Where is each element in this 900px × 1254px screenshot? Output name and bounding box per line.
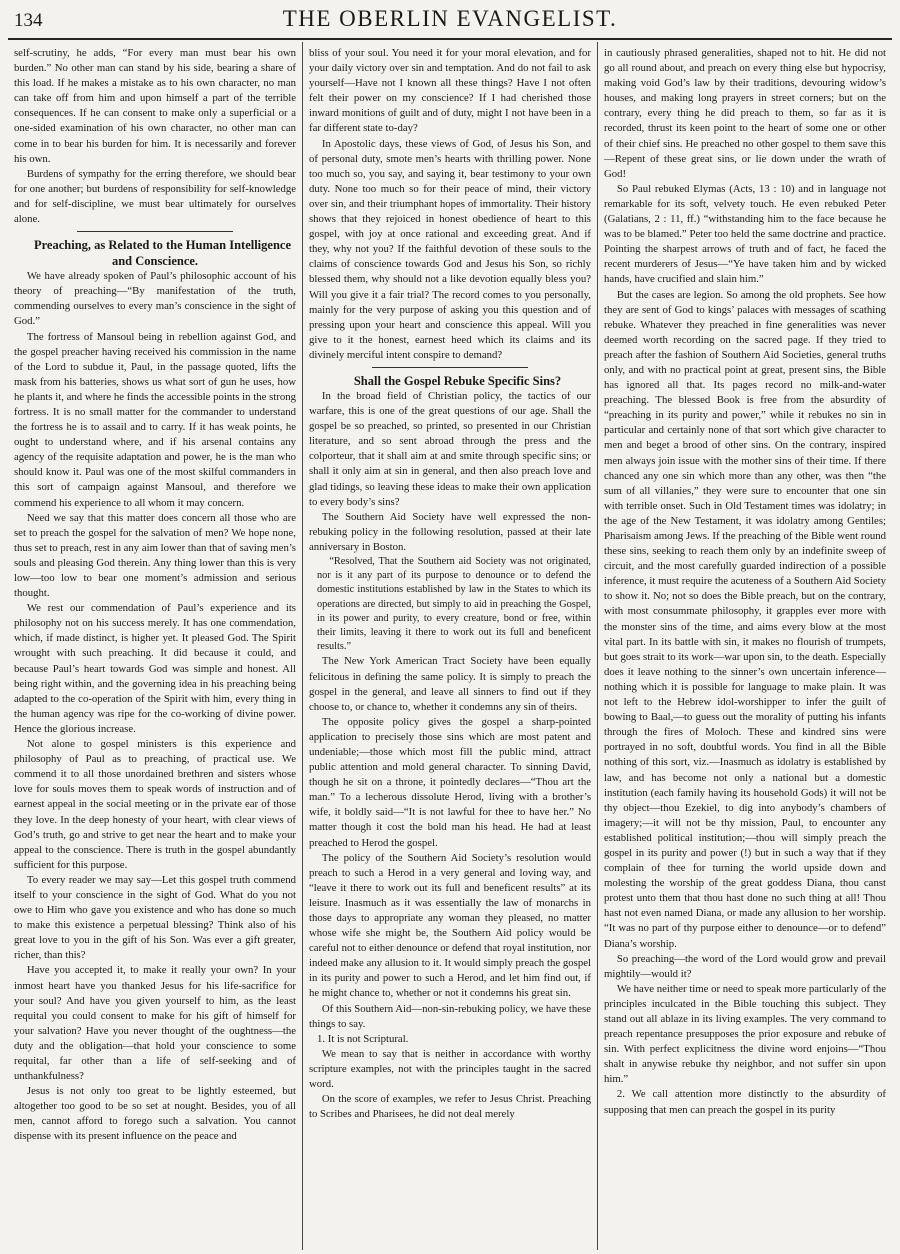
- paragraph: Have you accepted it, to make it really your own? In your inmost heart have you thanked Jesus for his life-sacrifice for your soul? And have you given yourself to him, as the least requital you could consent to make for his gift of himself for your salvation? Have you never thought of the oughtness—the duty and the obligation—that hold your conscience to some requital, far other than a life of self-seeking and of unthankfulness?: [14, 964, 296, 1083]
- header-rule: [8, 38, 892, 40]
- article-columns: [8, 42, 892, 1250]
- paragraph: The Southern Aid Society have well expressed the non-rebuking policy in the following resolution, passed at their late anniversary in Boston.: [309, 510, 591, 553]
- paragraph: self-scrutiny, he adds, “For every man must bear his own burden.” No other man can stand by his side, bearing a share of this load. If he makes a mistake as to his own character, no man can take off from him and upon himself a part of the terrible consequences. If he can consent to make only a superficial or a one-sided examination of his own character, no other man can come in to bear his burden for him. It is necessarily and forever his own.: [14, 47, 296, 165]
- paragraph: On the score of examples, we refer to Jesus Christ. Preaching to Scribes and Pharisees, he did not deal merely: [309, 1093, 591, 1121]
- paragraph: So Paul rebuked Elymas (Acts, 13 : 10) and in language not remarkable for its soft, velvety touch. He even rebuked Peter (Galatians, 2 : 11, ff.) “withstanding him to the face because he was to be blamed.” Peter too held the same doctrine and practice. Pointing the sharpest arrows of truth and of fact, he faced the recent murderers of Jesus—“Ye have taken him and by wicked hands, have crucified and slain him.”: [604, 182, 886, 286]
- paragraph: The opposite policy gives the gospel a sharp-pointed application to precisely those sins which are most patent and undeniable;—those which most fill the public mind, attract public attention and mold general character. To sinning David, though he sit on a throne, it pointedly declares—“Thou art the man.” To a lecherous dissolute Herod, living with a brother’s wife, it boldly said—“It is not lawful for thee to have her.” No matter though it cost the bold man his head. He had at least preached to Herod the gospel.: [309, 715, 591, 849]
- paragraph: To every reader we may say—Let this gospel truth commend itself to your conscience in the sight of God. What do you not owe to Him who gave you existence and who has done so much to make this existence a perpetual blessing? Think also of his great love to you in the gift of his Son. Was ever a gift greater, richer, than this?: [14, 873, 296, 962]
- column-3: [597, 42, 892, 1250]
- paragraph: So preaching—the word of the Lord would grow and prevail mightily—would it?: [604, 952, 886, 980]
- paragraph: Not alone to gospel ministers is this experience and philosophy of Paul as to preaching, of practical use. We commend it to all those unordained brethren and sisters whose love for souls moves them to speak words of instruction and of earnest appeal in the social meeting or in the private ear of those they love. In the deep honesty of your heart, with clear views of God’s truth, go and strive to get near the heart and to make your appeal to the conscience. There is truth in the gospel abundantly sufficient for this purpose.: [14, 738, 296, 871]
- numbered-point: 1. It is not Scriptural.: [317, 1032, 409, 1045]
- masthead: [14, 4, 886, 38]
- column-1: [8, 42, 302, 1250]
- paragraph: The New York American Tract Society have been equally felicitous in defining the same policy. It is simply to preach the gospel in the general, and leave all sinners to find out if they choose to, or chance to, whether it condemns any sin of theirs.: [309, 655, 591, 713]
- page-number: 134: [14, 10, 43, 31]
- article-headline: Preaching, as Related to the Human Intelligence and Conscience.: [33, 238, 292, 269]
- paragraph: bliss of your soul. You need it for your moral elevation, and for your daily victory over sin and temptation. And do not fail to ask yourself—Have not I known all these things? Have I not often felt their power on my conscience? If I had cherished those inward monitions of guilt and of duty, might I not have been in a far different state to-day?: [309, 47, 591, 135]
- paragraph: Of this Southern Aid—non-sin-rebuking policy, we have these things to say.: [309, 1002, 591, 1030]
- column-2: [302, 42, 597, 1250]
- resolution-quote: “Resolved, That the Southern aid Society was not originated, nor is it any part of its purpose to denounce or to defend the domestic institutions established by law in the States to which its operations are directed, but simply to aid in preaching the Gospel, in its power and purity, to every creature, bond or free, within their limits, leaving it there to work out its full and beneficent results.”: [317, 556, 591, 653]
- paragraph: Jesus is not only too great to be lightly esteemed, but altogether too good to be so set at nought. Besides, you of all men, cannot afford to forego such a salvation. You cannot dispense with its present influence on the peace and: [14, 1085, 296, 1143]
- paragraph: We mean to say that is neither in accordance with worthy scripture examples, not with the principles taught in the sacred word.: [309, 1047, 591, 1091]
- paragraph: in cautiously phrased generalities, shaped not to hit. He did not go all round about, and preach on every thing else but hypocrisy, making void God’s law by their traditions, devouring widow’s houses, and making long prayers in street corners; but on the contrary, every thing he did preach to them, so far as it is recorded, thrust its keen point to the heart of some one or other of their chief sins. He preached no other gospel to them save this—Repent of these great sins, or lie down under the wrath of God!: [604, 47, 886, 180]
- journal-title: THE OBERLIN EVANGELIST.: [282, 6, 618, 31]
- section-divider: [77, 231, 232, 232]
- paragraph: Need we say that this matter does concern all those who are set to preach the gospel for the salvation of men? We hope none, thus set to preach, rest in any aim lower than that of saving men’s souls and pleasing God therein. Any thing lower than this is very low—too low to bear one moment’s admission and serious thought.: [14, 511, 296, 600]
- paragraph: The policy of the Southern Aid Society’s resolution would preach to such a Herod in a very general and loving way, and “leave it there to work out its full and beneficent results” at its leisure. Inasmuch as it was essentially the law of monarchs in those days to appropriate any woman they pleased, no matter whose wife she might be, the Southern Aid policy would be careful not to either denounce or defend that royal institution, nor indeed make any allusion to it. It would simply preach the gospel in its purity and power to such a Herod, and let him find out, if he might chance to, whether or not it condemns his great sin.: [309, 851, 591, 1000]
- section-divider: [372, 367, 527, 368]
- paragraph: We have neither time or need to speak more particularly of the principles inculcated in the Bible touching this subject. They stand out all ablaze in its living examples. The very command to preach repentance presupposes the prior exposure and rebuke of sin. With perfect explicitness the divine word enjoins—“Thou shalt in anywise rebuke thy neighbor, and not suffer sin upon him.”: [604, 982, 886, 1086]
- paragraph: In Apostolic days, these views of God, of Jesus his Son, and of personal duty, smote men’s hearts with thrilling power. None too much so, you say, and saying it, bear testimony to your own duty. None too much so for their peace of mind, their victory over sin, and their triumphant hopes of immortality. Their history shows that they rejoiced in honest obedience of heart to this gospel, with joy at once rational and exceeding great. And if they, why not you? If the faithful devotion of these souls to the claims of conscience towards God and Jesus his Son, so richly blessed them, why should not a like devotion equally bless you? Will you give it a fair trial? The record comes to you personally, mainly for the very purpose of asking you this question and of pressing upon your heart and conscience this appeal. Will you give to it the honest, earnest heed which its claims and its divinely merciful intent conspire to demand?: [309, 137, 591, 361]
- paragraph: In the broad field of Christian policy, the tactics of our warfare, this is one of the great questions of our age. Shall the gospel be so preached, so printed, so presented in our Christian literature, and so sent abroad through the press and the colporteur, that it shall aim at and smite through specific sins; or shall it only aim at sin in general, and then also preach love and glad tidings, so leaving these ideas to make their own application to every body’s sins?: [309, 389, 591, 508]
- article-headline: Shall the Gospel Rebuke Specific Sins?: [353, 373, 562, 388]
- numbered-point: 2. We call attention more distinctly to the absurdity of supposing that men can preach the gospel in its purity: [604, 1088, 886, 1116]
- paragraph: The fortress of Mansoul being in rebellion against God, and the gospel preacher having received his commission in the name of the Lord to subdue it, Paul, in the passage quoted, lifts the mask from his batteries, shows us what sort of gun he uses, how he plants it, and where he finds the accessible points in the strong fortress. It is no small matter for the commander to understand the fortress he is to assail and to carry. If it has weak points, he ought to understand where, and if his arsenal contains any agency of the requisite adaptation and power, he is the man who should know it. Paul was one of the most skilful commanders in this sort of campaign against Mansoul, and therefore we commend his experience to all whom it may concern.: [14, 330, 296, 509]
- paragraph: Burdens of sympathy for the erring therefore, we should bear for one another; but burdens of responsibility for self-knowledge and for self-discipline, we must bear ultimately for ourselves alone.: [14, 167, 296, 226]
- paragraph: But the cases are legion. So among the old prophets. See how they are sent of God to kings’ palaces with messages of scathing rebuke. Whatever they preached in fine generalities was never deemed worth recording on the sacred page. If they tried to preach after the fashion of Southern Aid Societies, general truths only, and with no practical point at great, present sins, the Bible has ignored all that. Its pages record no milk-and-water preaching. The blessed Book is free from the absurdity of “preaching in its purity and power,” while it rebukes no sin in particular and certainly none of that sort which give character to men and beget a brood of other sins. On the contrary, inspired men always join issue with the mother sins of their time. If there chanced any one sin which more than any other, was then “the sum of all villanies,” they were sure to encounter that one sin with terrible onset. Such in Old Testament times was idolatry; in the age of the New Testament, it was idolatry among Gentiles; Pharisaism among Jews. If the preaching of the Bible went round these sins, seeking to reach them only by an indefinite sweep of circuit, and the most carefully guarded indirection of a possible inference, it must require the acuteness of a Southern Aid Society to show it. No; not so does the Bible preach, but on the contrary, with most consummate philosophy, it grapples ever more with the monster sins of the time, and aims every blow at the most vital part. In its battle with sin, it makes no flourish of trumpets, but goes strait to its work—war upon sin, to the death. Especially does it leave nothing to the sinner’s own uncertain inference—nothing which it is possible for language to make plain. It was not left to the Hebrew idol-worshipper to infer the guilt of bowing to Baal,—to guess out the morality of putting his infants through the fires of Moloch. These and kindred sins were portrayed in no soft, doubtful words. You find in all the Bible nothing of this sort, viz.—Inasmuch as idolatry is established by law, and has become not only a national but a domestic institution (each family having its household Gods) it will not be thy object—thou Ezekiel, to dig into anybody’s chambers of imagery;—it will not be thy mission, Paul, to encounter any established political institution;—thou will simply preach the gospel in its purity and power (!) but in such a way that if they complain of thee for turning the world upside down and molesting the worship of the great goddess Diana, thou canst protest unto them that thou hast done no such thing at all! Thou hast not even named Diana, or made any allusion to her worship. “It was no part of thy purpose either to denounce—or to defend” Diana’s worship.: [604, 288, 886, 950]
- paragraph: We have already spoken of Paul’s philosophic account of his theory of preaching—“By manifestation of the truth, commending ourselves to every man’s conscience in the sight of God.”: [14, 270, 296, 328]
- paragraph: We rest our commendation of Paul’s experience and its philosophy not on his success merely. It has one commendation, which, if made distinct, is higher yet. It pleased God. The Spirit wrought with such preaching. It did because it could, and because Paul’s heart towards God was simple and honest. All being right within, and the governing idea in his preaching being adapted to the co-operation of the Spirit with him, every thing in the human agency was ripe for the co-working of divine power. Hence the glorious increase.: [14, 602, 296, 735]
